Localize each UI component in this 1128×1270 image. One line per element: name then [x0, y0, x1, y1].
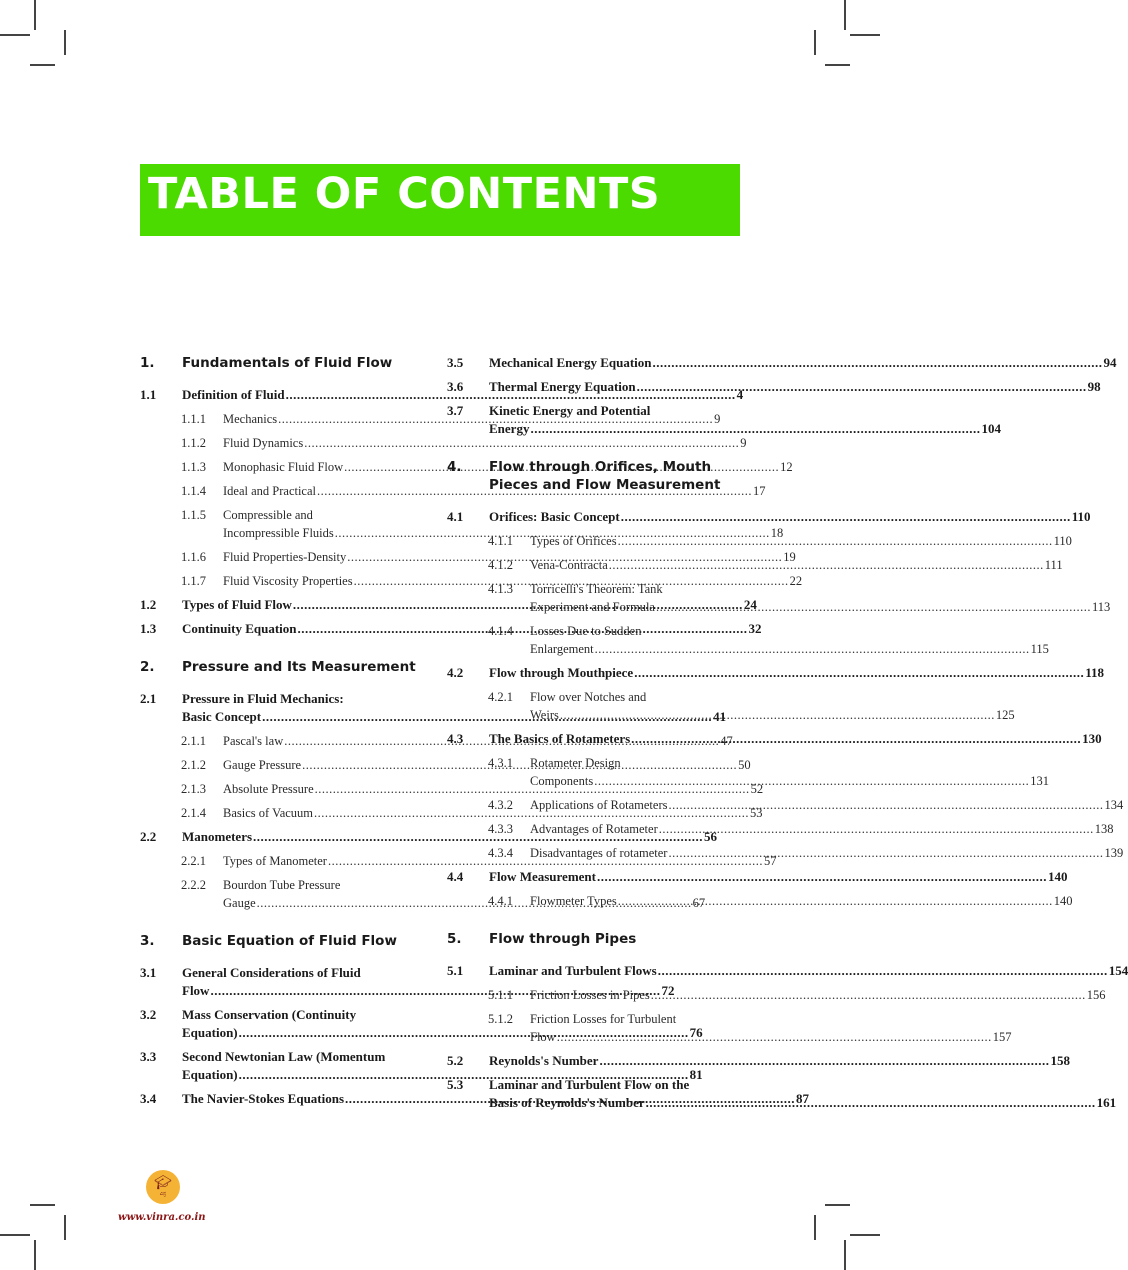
- crop-mark: [850, 1234, 880, 1236]
- entry-body: [530, 796, 1123, 814]
- page-number: 134: [1104, 798, 1124, 812]
- page-number: 56: [704, 829, 718, 844]
- entry-title-line: Vena-Contracta: [530, 558, 608, 572]
- entry-title-line: Second Newtonian Law (Momentum: [182, 1049, 386, 1064]
- page-number: 67: [692, 896, 706, 910]
- entry-title-line: Basic Concept: [182, 709, 262, 724]
- entry-title-line: Equation): [182, 1025, 238, 1040]
- entry-body: [530, 622, 1049, 658]
- entry-title-line: Friction Losses in Pipes: [530, 988, 650, 1002]
- entry-number: 5.1: [447, 963, 464, 978]
- entry-number: 2.1.1: [181, 734, 206, 748]
- entry-number: 1.1.4: [181, 484, 206, 498]
- page-number: 52: [750, 782, 764, 796]
- entry-leader-line: [489, 664, 1104, 682]
- entry-number: 4.4.1: [488, 894, 513, 908]
- entry-title-line: Definition of Fluid: [182, 387, 285, 402]
- entry-leader-line: [530, 532, 1072, 550]
- entry-body: [489, 664, 1104, 682]
- crop-mark: [0, 34, 30, 36]
- page-number: 156: [1086, 988, 1106, 1002]
- entry-body: [530, 844, 1123, 862]
- page-number: 53: [750, 806, 763, 820]
- entry-body: [489, 868, 1067, 886]
- page-number: 87: [796, 1091, 810, 1106]
- dot-leader: [637, 378, 1087, 396]
- entry-title-line: Types of Fluid Flow: [182, 597, 292, 612]
- entry-number: 1.1.1: [181, 412, 206, 426]
- dot-leader: [618, 532, 1053, 550]
- entry-number: 1.3: [140, 621, 157, 636]
- dot-leader: [557, 1028, 992, 1046]
- chapter-title: Basic Equation of Fluid Flow: [182, 933, 397, 949]
- page-number: 140: [1053, 894, 1073, 908]
- entry-title-line: Kinetic Energy and Potential: [489, 403, 651, 418]
- entry-title-line: Types of Orifices: [530, 534, 617, 548]
- page-number: 12: [780, 460, 793, 474]
- spacer: [140, 644, 432, 658]
- entry-leader-line: [530, 706, 1015, 724]
- entry-number: 2.1.3: [181, 782, 206, 796]
- dot-leader: [599, 1052, 1049, 1070]
- dot-leader: [631, 730, 1081, 748]
- entry-number: 4.1: [447, 509, 464, 524]
- entry-leader-line: [530, 640, 1049, 658]
- page-number: 139: [1104, 846, 1124, 860]
- entry-title-line: Torricelli's Theorem: Tank: [530, 582, 663, 596]
- entry-leader-line: [530, 772, 1049, 790]
- entry-title-line: Mechanical Energy Equation: [489, 355, 652, 370]
- entry-body: [530, 556, 1063, 574]
- entry-title-line: Enlargement: [530, 642, 594, 656]
- entry-title-line: Flow: [182, 983, 210, 998]
- page-number: 22: [789, 574, 803, 588]
- entry-number: 4.2.1: [488, 690, 513, 704]
- entry-number: 2.1.4: [181, 806, 206, 820]
- dot-leader: [646, 1094, 1096, 1112]
- entry-body: [489, 1052, 1070, 1070]
- toc-subsection-entry[interactable]: [447, 986, 1106, 1004]
- page-number: 17: [753, 484, 766, 498]
- entry-number: 3.3: [140, 1049, 157, 1064]
- crop-mark: [814, 30, 816, 55]
- entry-title-line: Fluid Dynamics: [223, 436, 304, 450]
- page-number: 32: [748, 621, 762, 636]
- page-number: 9: [740, 436, 747, 450]
- entry-title-line: Flow: [530, 1030, 556, 1044]
- publisher-url[interactable]: www.vinra.co.in: [118, 1212, 206, 1223]
- toc-chapter-heading[interactable]: [140, 354, 432, 372]
- spacer: [140, 918, 432, 932]
- entry-title-line: The Basics of Rotameters: [489, 731, 631, 746]
- entry-title-line: Laminar and Turbulent Flow on the: [489, 1077, 690, 1092]
- toc-subsection-entry[interactable]: [447, 892, 1073, 910]
- entry-number: 5.1.2: [488, 1012, 513, 1026]
- entry-number: 4.2: [447, 665, 464, 680]
- page-number: 19: [783, 550, 796, 564]
- entry-title-line: Friction Losses for Turbulent: [530, 1012, 677, 1026]
- chapter-title: Flow through Orifices, Mouth Pieces and Flow Measurement: [489, 459, 721, 493]
- logo-caption: ವಿನ್ರ: [159, 1191, 167, 1197]
- entry-title-line: Basics of Vacuum: [223, 806, 314, 820]
- toc-chapter-heading[interactable]: [140, 932, 432, 950]
- toc-subsection-entry[interactable]: [140, 434, 747, 452]
- page-number: 110: [1053, 534, 1072, 548]
- entry-leader-line: [489, 730, 1102, 748]
- entry-body: [489, 508, 1091, 526]
- entry-title-line: Disadvantages of rotameter: [530, 846, 668, 860]
- entry-title-line: Mechanics: [223, 412, 278, 426]
- page-number: 118: [1085, 665, 1105, 680]
- entry-title-line: Equation): [182, 1067, 238, 1082]
- entry-body: [530, 986, 1106, 1004]
- dot-leader: [597, 868, 1047, 886]
- page-number: 140: [1047, 869, 1068, 884]
- page-number: 161: [1096, 1095, 1117, 1110]
- entry-number: 1.1.7: [181, 574, 206, 588]
- entry-body: [530, 688, 1015, 724]
- entry-body: [530, 754, 1049, 790]
- entry-body: [489, 378, 1101, 396]
- entry-leader-line: [530, 820, 1113, 838]
- entry-title-line: Basis of Reynolds's Number: [489, 1095, 645, 1110]
- entry-title-line: Laminar and Turbulent Flows: [489, 963, 657, 978]
- entry-leader-line: [489, 420, 1001, 438]
- entry-body: [489, 962, 1128, 980]
- entry-leader-line: [489, 1094, 1116, 1112]
- crop-mark: [825, 64, 850, 66]
- entry-title-line: The Navier-Stokes Equations: [182, 1091, 345, 1106]
- dot-leader: [560, 706, 995, 724]
- entry-number: 4.4: [447, 869, 464, 884]
- page-number: 154: [1108, 963, 1128, 978]
- page-number: 24: [743, 597, 757, 612]
- crop-mark: [64, 1215, 66, 1240]
- toc-section-entry[interactable]: [447, 868, 1068, 886]
- entry-number: 5.2: [447, 1053, 464, 1068]
- entry-leader-line: [530, 1028, 1011, 1046]
- chapter-number: 3.: [140, 933, 155, 949]
- entry-title-line: Applications of Rotameters: [530, 798, 668, 812]
- toc-chapter-heading[interactable]: [447, 458, 739, 494]
- entry-title-line: Rotameter Design: [530, 756, 621, 770]
- entry-body: [489, 402, 1001, 438]
- page-number: 130: [1082, 731, 1102, 746]
- spacer: [447, 916, 739, 930]
- entry-title-line: Bourdon Tube Pressure: [223, 878, 341, 892]
- entry-leader-line: [489, 962, 1128, 980]
- entry-leader-line: [489, 354, 1117, 372]
- toc-section-entry[interactable]: [447, 354, 1117, 372]
- page-number: 72: [661, 983, 675, 998]
- page-title: TABLE OF CONTENTS: [148, 169, 661, 219]
- page-number: 47: [720, 734, 733, 748]
- entry-number: 1.1.5: [181, 508, 206, 522]
- dot-leader: [634, 664, 1084, 682]
- chapter-number: 2.: [140, 659, 155, 675]
- crop-mark: [814, 1215, 816, 1240]
- entry-number: 4.3.4: [488, 846, 513, 860]
- entry-title-line: Incompressible Fluids: [223, 526, 334, 540]
- entry-body: [489, 1076, 1116, 1112]
- entry-number: 4.3.1: [488, 756, 513, 770]
- entry-title-line: Gauge Pressure: [223, 758, 302, 772]
- chapter-title: Pressure and Its Measurement: [182, 659, 416, 675]
- crop-mark: [64, 30, 66, 55]
- entry-title-line: Monophasic Fluid Flow: [223, 460, 344, 474]
- dot-leader: [530, 420, 980, 438]
- entry-title-line: Absolute Pressure: [223, 782, 314, 796]
- entry-title-line: Flow Measurement: [489, 869, 596, 884]
- toc-chapter-heading[interactable]: [447, 930, 739, 948]
- entry-number: 2.2.1: [181, 854, 206, 868]
- entry-number: 3.7: [447, 403, 464, 418]
- entry-title-line: Weirs: [530, 708, 559, 722]
- entry-body: [530, 532, 1072, 550]
- entry-title-line: Advantages of Rotameter: [530, 822, 658, 836]
- crop-mark: [850, 34, 880, 36]
- page-number: 113: [1091, 600, 1111, 614]
- entry-title-line: General Considerations of Fluid: [182, 965, 361, 980]
- entry-title-line: Losses Due to Sudden: [530, 624, 642, 638]
- entry-title-line: Thermal Energy Equation: [489, 379, 636, 394]
- entry-body: [530, 892, 1072, 910]
- entry-leader-line: [489, 508, 1091, 526]
- entry-number: 1.1.3: [181, 460, 206, 474]
- dot-leader: [651, 986, 1086, 1004]
- page-number: 125: [995, 708, 1015, 722]
- toc-section-entry[interactable]: [447, 664, 1105, 682]
- entry-body: [489, 354, 1117, 372]
- entry-number: 4.1.3: [488, 582, 513, 596]
- page-number: 138: [1094, 822, 1114, 836]
- entry-title-line: Manometers: [182, 829, 253, 844]
- entry-title-line: Energy: [489, 421, 530, 436]
- entry-number: 3.6: [447, 379, 464, 394]
- entry-number: 1.1.6: [181, 550, 206, 564]
- crop-mark: [34, 0, 36, 30]
- chapter-title: Flow through Pipes: [489, 931, 637, 947]
- entry-number: 3.5: [447, 355, 464, 370]
- crop-mark: [0, 1234, 30, 1236]
- page-number: 104: [981, 421, 1001, 436]
- toc-chapter-heading[interactable]: [140, 658, 432, 676]
- entry-title-line: Experiment and Formula: [530, 600, 655, 614]
- publisher-logo: [146, 1170, 180, 1204]
- entry-leader-line: [489, 378, 1101, 396]
- page-number: 157: [992, 1030, 1012, 1044]
- toc-subsection-entry[interactable]: [447, 820, 1114, 838]
- entry-title-line: Compressible and: [223, 508, 313, 522]
- entry-title-line: Continuity Equation: [182, 621, 297, 636]
- entry-body: [530, 1010, 1011, 1046]
- page-number: 4: [736, 387, 744, 402]
- entry-title-line: Gauge: [223, 896, 256, 910]
- dot-leader: [653, 354, 1103, 372]
- page-number: 9: [714, 412, 721, 426]
- spacer: [447, 444, 739, 458]
- page-number: 131: [1030, 774, 1049, 788]
- crop-mark: [30, 1204, 55, 1206]
- entry-number: 1.1: [140, 387, 157, 402]
- page-number: 110: [1071, 509, 1091, 524]
- dot-leader: [658, 962, 1108, 980]
- entry-leader-line: [530, 986, 1106, 1004]
- entry-number: 5.3: [447, 1077, 464, 1092]
- entry-title-line: Fluid Viscosity Properties: [223, 574, 353, 588]
- entry-number: 1.2: [140, 597, 157, 612]
- dot-leader: [594, 772, 1029, 790]
- entry-body: [530, 820, 1113, 838]
- crop-mark: [844, 0, 846, 30]
- graduation-cap-icon: 🎓︎: [154, 1176, 172, 1191]
- entry-title-line: Pascal's law: [223, 734, 284, 748]
- toc-subsection-entry[interactable]: [140, 482, 766, 500]
- page-number: 115: [1030, 642, 1049, 656]
- entry-title-line: Mass Conservation (Continuity: [182, 1007, 357, 1022]
- entry-title-line: Orifices: Basic Concept: [489, 509, 620, 524]
- page-number: 57: [763, 854, 777, 868]
- entry-number: 2.2.2: [181, 878, 206, 892]
- entry-number: 4.1.4: [488, 624, 513, 638]
- entry-leader-line: [530, 844, 1123, 862]
- page-number: 111: [1044, 558, 1063, 572]
- toc-section-entry[interactable]: [447, 402, 1001, 438]
- toc-section-entry[interactable]: [447, 378, 1101, 396]
- entry-title-line: Types of Manometer: [223, 854, 327, 868]
- entry-number: 3.2: [140, 1007, 157, 1022]
- page-number: 41: [713, 709, 727, 724]
- entry-title-line: Reynolds's Number: [489, 1053, 599, 1068]
- entry-number: 2.2: [140, 829, 157, 844]
- page-number: 94: [1103, 355, 1117, 370]
- entry-number: 4.3.3: [488, 822, 513, 836]
- entry-leader-line: [489, 868, 1067, 886]
- entry-number: 2.1: [140, 691, 157, 706]
- entry-title-line: Fluid Properties-Density: [223, 550, 347, 564]
- title-banner: [140, 164, 740, 236]
- page-number: 18: [770, 526, 784, 540]
- crop-mark: [825, 1204, 850, 1206]
- page-number: 50: [738, 758, 751, 772]
- entry-leader-line: [530, 556, 1063, 574]
- crop-mark: [34, 1240, 36, 1270]
- entry-leader-line: [530, 598, 1110, 616]
- crop-mark: [30, 64, 55, 66]
- entry-number: 4.3: [447, 731, 464, 746]
- chapter-number: 1.: [140, 355, 155, 371]
- crop-mark: [844, 1240, 846, 1270]
- dot-leader: [618, 892, 1053, 910]
- dot-leader: [659, 820, 1094, 838]
- entry-title-line: Flow over Notches and: [530, 690, 647, 704]
- page-number: 76: [689, 1025, 703, 1040]
- toc-section-entry[interactable]: [447, 730, 1102, 748]
- entry-number: 5.1.1: [488, 988, 513, 1002]
- dot-leader: [656, 598, 1091, 616]
- entry-title-line: Pressure in Fluid Mechanics:: [182, 691, 344, 706]
- page-number: 158: [1050, 1053, 1070, 1068]
- entry-number: 4.1.2: [488, 558, 513, 572]
- entry-number: 4.3.2: [488, 798, 513, 812]
- dot-leader: [668, 796, 1103, 814]
- page-number: 81: [689, 1067, 703, 1082]
- toc-subsection-entry[interactable]: [447, 1010, 1012, 1046]
- entry-title-line: Components: [530, 774, 594, 788]
- entry-title-line: Ideal and Practical: [223, 484, 317, 498]
- chapter-number: 4.: [447, 459, 462, 475]
- toc-section-entry[interactable]: [447, 1052, 1070, 1070]
- entry-number: 3.4: [140, 1091, 157, 1106]
- entry-body: [489, 730, 1102, 748]
- entry-number: 3.1: [140, 965, 157, 980]
- entry-leader-line: [489, 1052, 1070, 1070]
- toc-section-entry[interactable]: [447, 508, 1091, 526]
- entry-number: 2.1.2: [181, 758, 206, 772]
- entry-number: 1.1.2: [181, 436, 206, 450]
- entry-body: [530, 580, 1110, 616]
- toc-subsection-entry[interactable]: [447, 688, 1015, 724]
- chapter-title: Fundamentals of Fluid Flow: [182, 355, 393, 371]
- toc-section-entry[interactable]: [447, 962, 1128, 980]
- entry-title-line: Flow through Mouthpiece: [489, 665, 634, 680]
- dot-leader: [668, 844, 1103, 862]
- entry-leader-line: [530, 892, 1072, 910]
- entry-number: 4.1.1: [488, 534, 513, 548]
- entry-leader-line: [530, 796, 1123, 814]
- dot-leader: [609, 556, 1044, 574]
- dot-leader: [595, 640, 1030, 658]
- dot-leader: [621, 508, 1071, 526]
- chapter-number: 5.: [447, 931, 462, 947]
- page-number: 98: [1087, 379, 1101, 394]
- entry-title-line: Flowmeter Types: [530, 894, 617, 908]
